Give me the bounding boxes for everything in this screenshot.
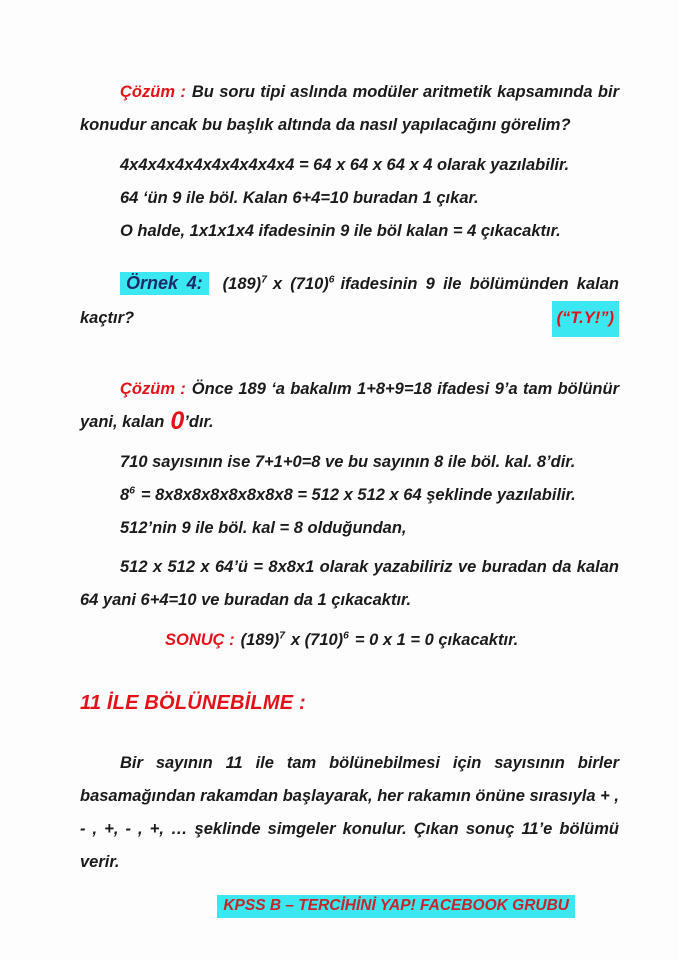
- line8-exponent: 6: [129, 485, 135, 497]
- paragraph-512: 512 x 512 x 64’ü = 8x8x1 olarak yazabiliriz ve buradan da kalan 64 yani 6+4=10 ve buradan da 1 çıkacaktır.: [80, 558, 619, 609]
- calc-line-ohalde: O halde, 1x1x1x4 ifadesinin 9 ile böl kalan = 4 çıkacaktır.: [120, 222, 561, 240]
- line8-base: 8: [120, 486, 130, 504]
- solution4-run1: Önce 189 ‘a bakalım 1+8+9=18 ifadesi 9’a tam bölünür yani, kalan: [80, 380, 619, 431]
- example4-question-line1: [80, 267, 619, 301]
- solution3-body: Bu soru tipi aslında modüler aritmetik kapsamında bir konudur ancak bu başlık altında da nasıl yapılacağını görelim?: [80, 83, 619, 134]
- solution4-run2: ’dır.: [184, 413, 214, 431]
- example4-block: [80, 267, 619, 337]
- result-line: [165, 630, 619, 650]
- result-run1: (189): [240, 631, 280, 649]
- calc-line-64-mod9: 64 ‘ün 9 ile böl. Kalan 6+4=10 buradan 1 çıkar.: [120, 189, 479, 207]
- footer: [80, 895, 619, 918]
- line-8-power: [120, 485, 619, 505]
- example4-exponent-6: 6: [328, 274, 335, 286]
- solution4-label: Çözüm :: [120, 380, 186, 398]
- solution4-zero: 0: [170, 407, 185, 435]
- solution3-label: Çözüm :: [120, 83, 186, 101]
- example4-source-tag: (“T.Y!”): [552, 301, 619, 337]
- calc-line-4powers: 4x4x4x4x4x4x4x4x4x4 = 64 x 64 x 64 x 4 olarak yazılabilir.: [120, 156, 570, 174]
- example4-exponent-7: 7: [261, 274, 267, 286]
- example4-q-run1: (189): [222, 275, 262, 293]
- result-run3: = 0 x 1 = 0 çıkacaktır.: [354, 631, 519, 649]
- example4-q-run2: x (710): [272, 275, 329, 293]
- result-run2: x (710): [290, 631, 344, 649]
- line8-rest: = 8x8x8x8x8x8x8x8 = 512 x 512 x 64 şeklinde yazılabilir.: [140, 486, 576, 504]
- solution4-paragraph: [80, 373, 619, 439]
- line-512: 512’nin 9 ile böl. kal = 8 olduğundan,: [120, 519, 407, 537]
- example4-q-run3: ifadesinin 9 ile bölümünden kalan: [340, 275, 619, 293]
- result-exponent-7: 7: [279, 630, 285, 642]
- line-710: 710 sayısının ise 7+1+0=8 ve bu sayının 8 ile böl. kal. 8’dir.: [120, 453, 576, 471]
- solution3-paragraph: [80, 76, 619, 142]
- example4-q-continuation: kaçtır?: [80, 309, 135, 327]
- example4-label: Örnek 4:: [120, 272, 209, 295]
- footer-group-credit: KPSS B – TERCİHİNİ YAP! FACEBOOK GRUBU: [217, 895, 575, 918]
- result-label: SONUÇ :: [165, 631, 235, 649]
- result-exponent-6: 6: [343, 630, 349, 642]
- section-heading-divisibility-by-11: 11 İLE BÖLÜNEBİLME :: [80, 692, 306, 714]
- divisibility11-paragraph: Bir sayının 11 ile tam bölünebilmesi için sayısının birler basamağından rakamdan başlayarak, her rakamın önüne sırasıyla + , - , +, - , +, … şeklinde simgeler konulur. Çıkan sonuç 11’e bölümü verir.: [80, 754, 619, 871]
- example4-question-line2: [80, 301, 619, 337]
